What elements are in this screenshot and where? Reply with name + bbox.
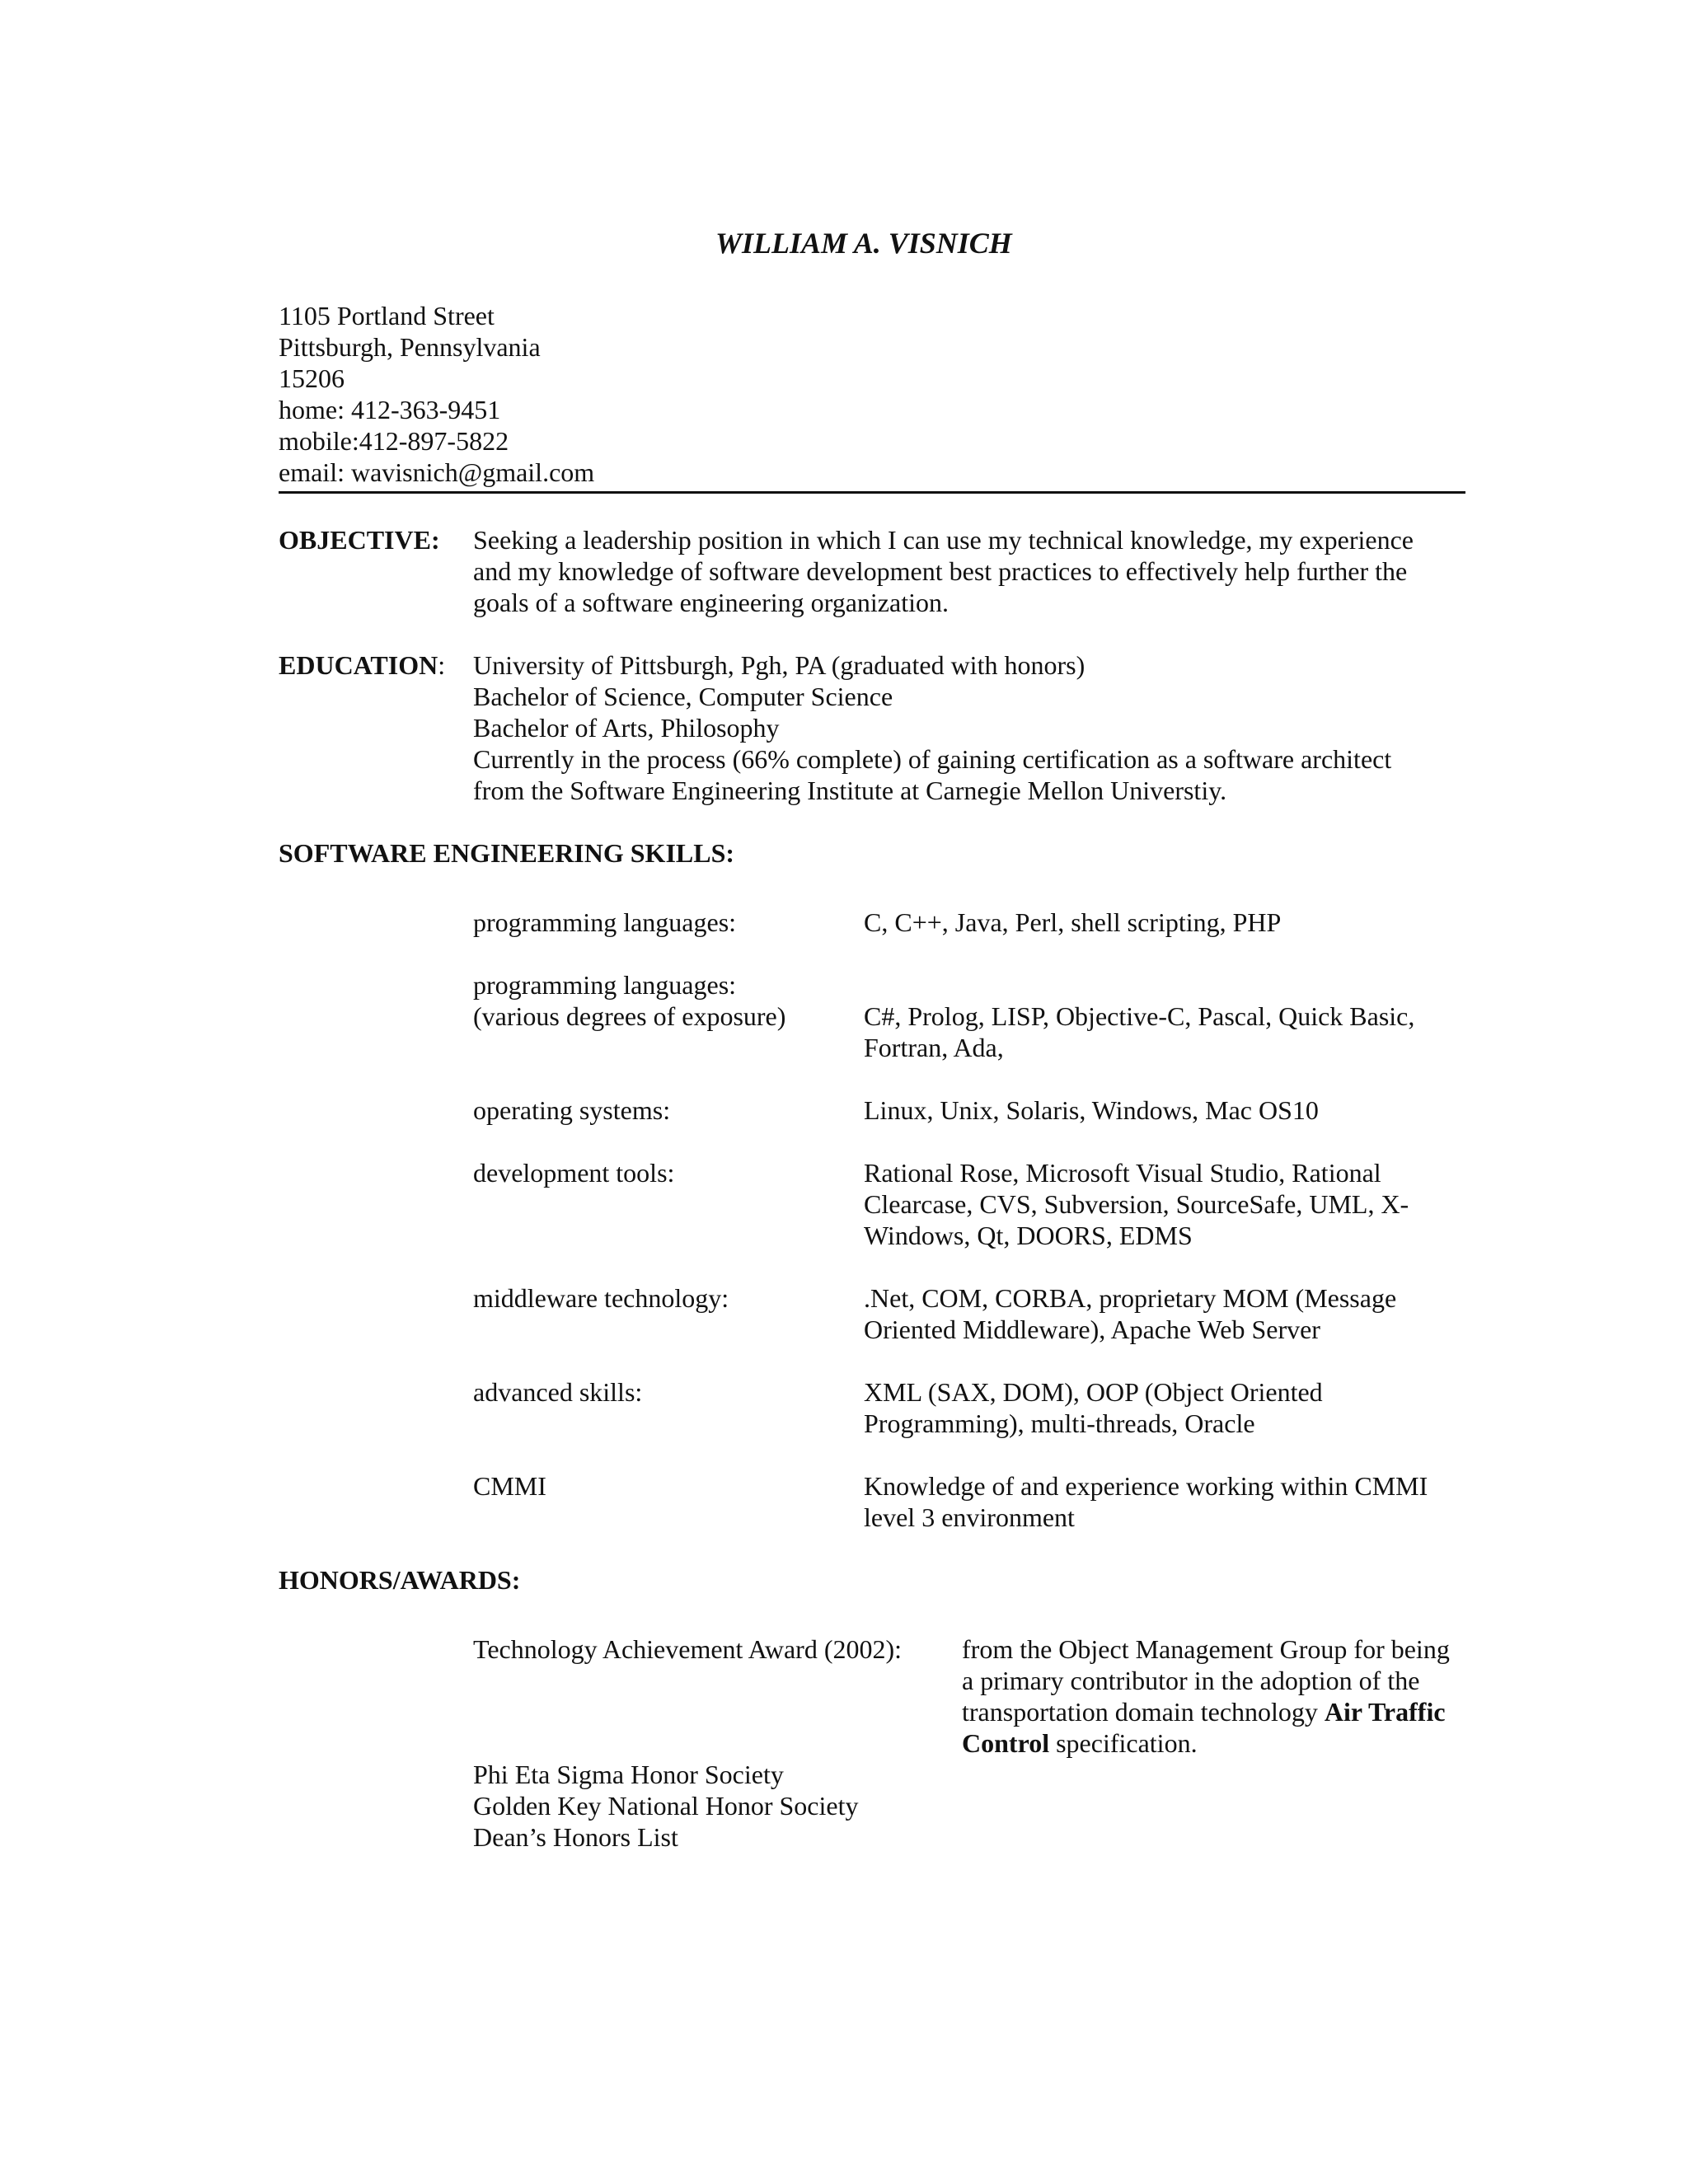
education-label <box>279 649 445 681</box>
address-zip: 15206 <box>279 363 345 393</box>
skill-value-line: Oriented Middleware), Apache Web Server <box>864 1315 1320 1344</box>
skill-value <box>864 1470 1428 1533</box>
skill-value-line: level 3 environment <box>864 1502 1075 1532</box>
skill-value-line: Knowledge of and experience working within CMMI <box>864 1471 1428 1501</box>
skill-value-line: C#, Prolog, LISP, Objective-C, Pascal, Quick Basic, <box>864 1001 1415 1031</box>
address-street: 1105 Portland Street <box>279 301 495 330</box>
skill-value <box>864 1282 1396 1345</box>
honor-item: Phi Eta Sigma Honor Society <box>473 1760 784 1789</box>
header-divider <box>279 491 1465 494</box>
skill-label-line: CMMI <box>473 1471 546 1501</box>
skill-label-line: advanced skills: <box>473 1377 643 1407</box>
skill-label <box>473 1376 642 1408</box>
skill-value-line: XML (SAX, DOM), OOP (Object Oriented <box>864 1377 1323 1407</box>
skill-label-line: programming languages: <box>473 970 737 1000</box>
award-desc-text: transportation domain technology <box>962 1697 1325 1727</box>
education-line: Currently in the process (66% complete) of gaining certification as a software architect <box>473 744 1392 774</box>
honor-item: Dean’s Honors List <box>473 1822 678 1852</box>
skill-label-line: programming languages: <box>473 907 737 937</box>
skill-value-line: Fortran, Ada, <box>864 1033 1004 1062</box>
skill-label <box>473 1470 546 1502</box>
skill-value <box>864 907 1281 938</box>
address-city: Pittsburgh, Pennsylvania <box>279 332 541 362</box>
skill-value-line: Clearcase, CVS, Subversion, SourceSafe, UML, X- <box>864 1189 1409 1219</box>
award-desc-line <box>962 1696 1450 1727</box>
honor-item: Golden Key National Honor Society <box>473 1791 859 1821</box>
skill-label <box>473 1282 729 1314</box>
skill-label <box>473 1157 674 1188</box>
award-desc-bold: Air Traffic <box>1324 1697 1446 1727</box>
skill-label-line: operating systems: <box>473 1095 671 1125</box>
honors-list <box>473 1759 858 1853</box>
honors-heading: HONORS/AWARDS: <box>279 1565 521 1595</box>
skill-value <box>864 1094 1319 1126</box>
home-phone: home: 412-363-9451 <box>279 395 501 424</box>
skill-label <box>473 1094 670 1126</box>
objective-text <box>473 524 1414 618</box>
award-desc-bold: Control <box>962 1728 1050 1758</box>
objective-line: Seeking a leadership position in which I can use my technical knowledge, my experience <box>473 525 1414 555</box>
skill-value-line: Programming), multi-threads, Oracle <box>864 1408 1255 1438</box>
award-desc-line <box>962 1727 1450 1759</box>
skill-label <box>473 969 785 1032</box>
skill-value <box>864 1001 1414 1063</box>
skill-label-line: development tools: <box>473 1158 675 1188</box>
objective-line: goals of a software engineering organization. <box>473 588 949 617</box>
education-line: University of Pittsburgh, Pgh, PA (graduated with honors) <box>473 650 1085 680</box>
award-description <box>962 1633 1450 1759</box>
skill-value-line: Windows, Qt, DOORS, EDMS <box>864 1221 1193 1250</box>
address-block <box>279 300 594 488</box>
objective-label: OBJECTIVE: <box>279 525 440 555</box>
email: email: wavisnich@gmail.com <box>279 457 595 487</box>
education-line: Bachelor of Arts, Philosophy <box>473 713 780 743</box>
skill-value-line: Rational Rose, Microsoft Visual Studio, Rational <box>864 1158 1381 1188</box>
education-label-text: EDUCATION <box>279 650 438 680</box>
skills-heading: SOFTWARE ENGINEERING SKILLS: <box>279 838 735 868</box>
objective-line: and my knowledge of software development best practices to effectively help further the <box>473 556 1408 586</box>
award-desc-text: specification. <box>1049 1728 1198 1758</box>
skill-label-line: (various degrees of exposure) <box>473 1001 786 1031</box>
award-desc-line: a primary contributor in the adoption of the <box>962 1666 1420 1695</box>
award-desc-line: from the Object Management Group for being <box>962 1634 1450 1664</box>
skill-value <box>864 1157 1409 1251</box>
skill-value-line: C, C++, Java, Perl, shell scripting, PHP <box>864 907 1282 937</box>
skill-label-line: middleware technology: <box>473 1283 729 1313</box>
education-label-colon: : <box>438 650 446 680</box>
education-text <box>473 649 1391 806</box>
skill-value-line: .Net, COM, CORBA, proprietary MOM (Message <box>864 1283 1397 1313</box>
award-title: Technology Achievement Award (2002): <box>473 1634 903 1664</box>
skill-value <box>864 1376 1323 1439</box>
resume-name: WILLIAM A. VISNICH <box>715 227 1012 260</box>
skill-value-line: Linux, Unix, Solaris, Windows, Mac OS10 <box>864 1095 1319 1125</box>
skill-label <box>473 907 736 938</box>
mobile-phone: mobile:412-897-5822 <box>279 426 509 456</box>
education-line: from the Software Engineering Institute at Carnegie Mellon Universtiy. <box>473 776 1227 805</box>
education-line: Bachelor of Science, Computer Science <box>473 682 893 711</box>
